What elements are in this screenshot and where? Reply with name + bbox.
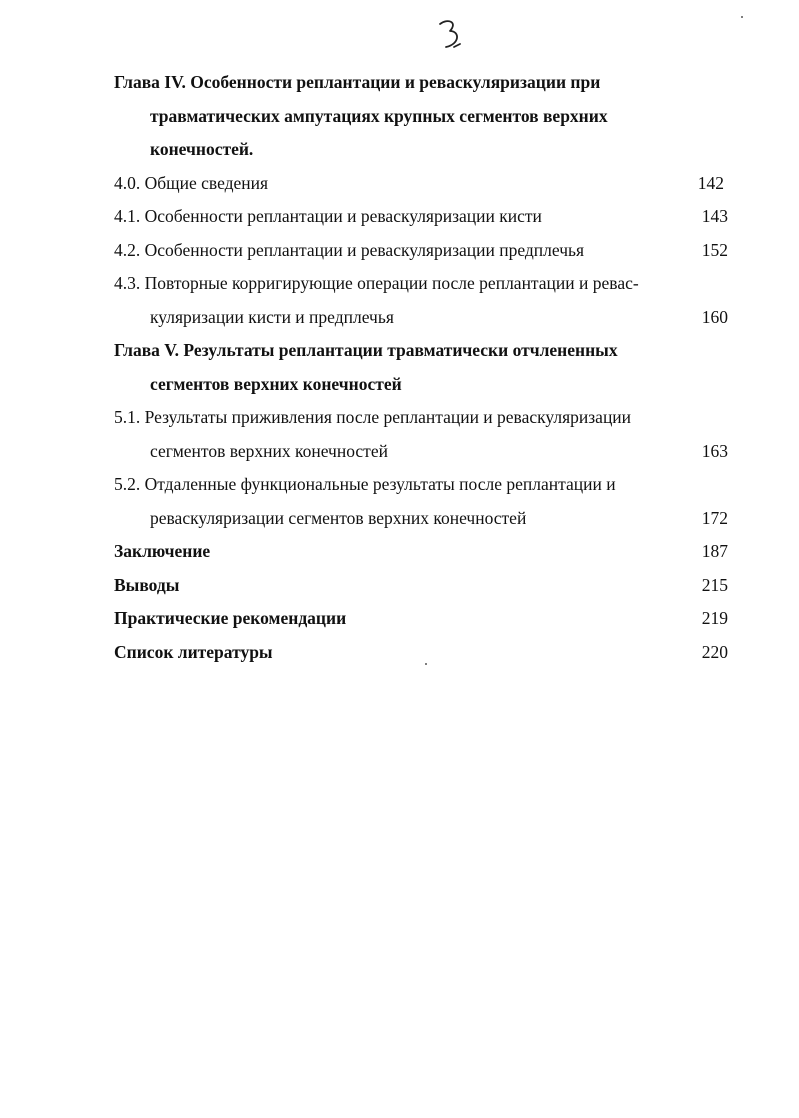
toc-section-4-1: 4.1. Особенности реплантации и реваскуляризации кисти 143 — [114, 200, 734, 234]
toc-page-number: 172 — [701, 507, 728, 528]
toc-section-5-1: 5.1. Результаты приживления после реплантации и реваскуляризации — [114, 407, 632, 427]
handwritten-three-mark — [430, 14, 470, 54]
toc-conclusion: Заключение 187 — [114, 535, 734, 569]
toc-page-number: 215 — [701, 574, 728, 595]
toc-findings: Выводы 215 — [114, 569, 734, 603]
toc-chapter-5-title: Глава V. Результаты реплантации травматически отчлененных — [114, 340, 618, 360]
toc-section-5-2-cont: реваскуляризации сегментов верхних конечностей 172 — [114, 502, 734, 536]
toc-page-number: 143 — [701, 206, 728, 226]
toc-page-number: 220 — [701, 641, 728, 662]
toc-chapter-4-title-cont: конечностей. — [150, 139, 254, 159]
toc-page-number: 219 — [701, 608, 728, 628]
toc-page-number: 160 — [701, 306, 728, 327]
handwritten-page-number — [430, 14, 470, 54]
toc-page-number: 142 — [697, 172, 724, 193]
toc-section-4-3-cont: куляризации кисти и предплечья 160 — [114, 301, 734, 335]
toc-chapter-4-title: Глава IV. Особенности реплантации и реваскуляризации при — [114, 72, 601, 92]
toc-section-4-3: 4.3. Повторные корригирующие операции после реплантации и ревас- — [114, 273, 639, 293]
toc-section-5-1-cont: сегментов верхних конечностей 163 — [114, 435, 734, 469]
toc-page-number: 152 — [701, 239, 728, 260]
scan-speck — [741, 16, 743, 18]
toc-chapter-4-title-cont: травматических ампутациях крупных сегментов верхних — [150, 105, 608, 126]
table-of-contents — [114, 66, 734, 669]
toc-page-number: 163 — [701, 440, 728, 461]
toc-section-4-0: 4.0. Общие сведения 142 — [114, 167, 734, 201]
toc-section-4-2: 4.2. Особенности реплантации и реваскуляризации предплечья 152 — [114, 234, 734, 268]
toc-recommendations: Практические рекомендации 219 — [114, 602, 734, 636]
toc-page-number: 187 — [701, 541, 728, 561]
toc-section-5-2: 5.2. Отдаленные функциональные результаты после реплантации и — [114, 474, 616, 494]
toc-references: Список литературы 220 — [114, 636, 734, 670]
toc-chapter-5-title-cont: сегментов верхних конечностей — [150, 373, 402, 394]
